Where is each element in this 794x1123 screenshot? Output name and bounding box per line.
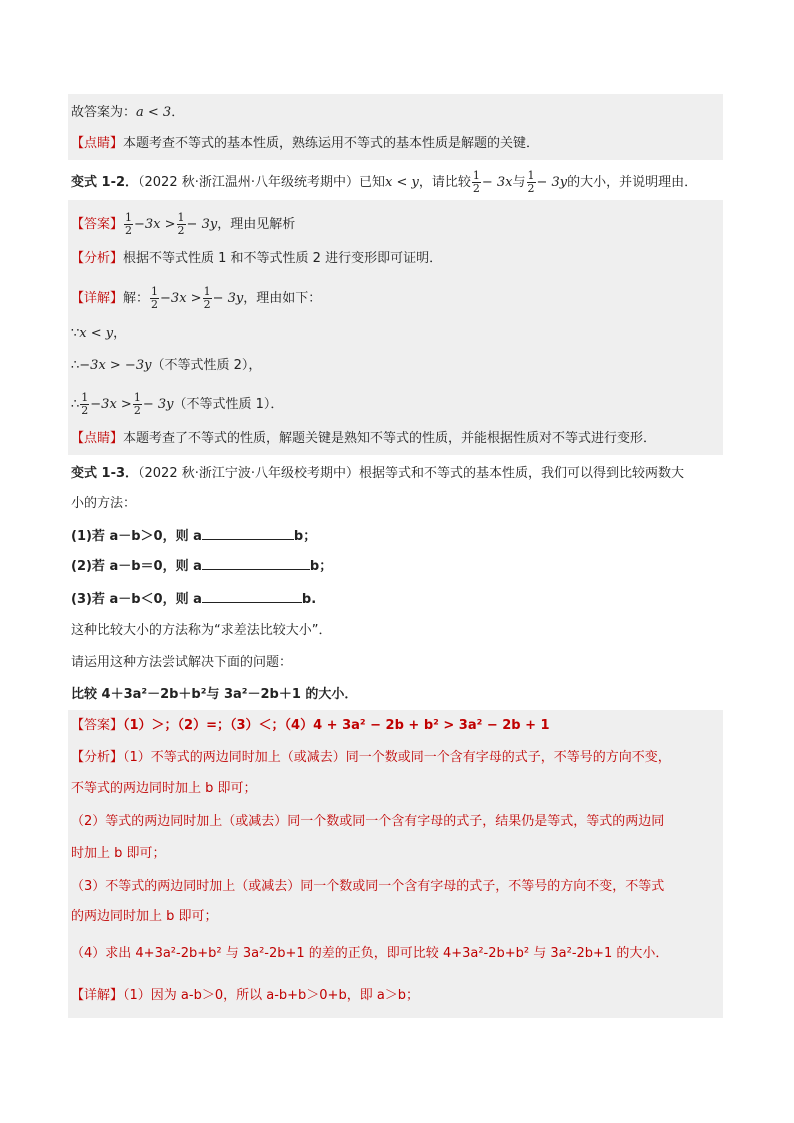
question-1-3: 变式 1-3．（2022 秋·浙江宁波·八年级校考期中）根据等式和不等式的基本性质，我们可以得到比较两数大 xyxy=(71,466,684,481)
fraction-one-half: $\frac{1}{2}$ xyxy=(151,285,159,311)
therefore-step-1: ∴−3x > −3y（不等式性质 2）， xyxy=(71,358,262,373)
fraction-one-half: $\frac{1}{2}$ xyxy=(203,285,211,311)
analysis-1-3: 【分析】（1）不等式的两边同时加上（或减去）同一个数或同一个含有字母的式子，不等号的方向不变， xyxy=(71,750,671,765)
answer-1-3: 【答案】（1）＞；（2）=；（3）＜；（4）4 + 3a² − 2b + b² > 3a² − 2b + 1 xyxy=(71,718,550,733)
item-1: (1)若 a－b＞0，则 a b； xyxy=(71,529,317,544)
fill-blank[interactable] xyxy=(202,590,302,603)
fraction-one-half: $\frac{1}{2}$ xyxy=(133,391,141,417)
fraction-one-half: $\frac{1}{2}$ xyxy=(472,169,480,195)
fraction-one-half: $\frac{1}{2}$ xyxy=(527,169,535,195)
analysis-1-3-line: （3）不等式的两边同时加上（或减去）同一个数或同一个含有字母的式子，不等号的方向不变，不等式 xyxy=(71,879,665,894)
analysis-1-3-line: 的两边同时加上 b 即可； xyxy=(71,909,218,924)
fraction-one-half: $\frac{1}{2}$ xyxy=(177,211,185,237)
analysis-1-3-line: 不等式的两边同时加上 b 即可； xyxy=(71,781,257,796)
fraction-one-half: $\frac{1}{2}$ xyxy=(125,211,133,237)
dianjing-1-2: 【点睛】本题考查了不等式的性质，解题关键是熟知不等式的性质，并能根据性质对不等式进行变形． xyxy=(71,431,657,446)
therefore-step-2: ∴ $\frac{1}{2}$ −3x > $\frac{1}{2}$ − 3y（不等式性质 1）． xyxy=(71,391,284,417)
analysis-1-3-line: （2）等式的两边同时加上（或减去）同一个数或同一个含有字母的式子，结果仍是等式，等式的两边同 xyxy=(71,814,665,829)
fill-blank[interactable] xyxy=(202,527,294,540)
detail-1-3: 【详解】（1）因为 a-b＞0，所以 a-b+b＞0+b，即 a＞b； xyxy=(71,988,420,1003)
dianjing-comment: 【点睛】本题考查不等式的基本性质，熟练运用不等式的基本性质是解题的关键． xyxy=(71,136,540,151)
item-3: (3)若 a－b＜0，则 a b. xyxy=(71,592,317,607)
method-prompt: 请运用这种方法尝试解决下面的问题： xyxy=(71,655,293,670)
answer-conclusion: 故答案为：a < 3． xyxy=(71,105,185,120)
fill-blank[interactable] xyxy=(202,557,310,570)
analysis-1-3-line: （4）求出 4+3a²-2b+b² 与 3a²-2b+1 的差的正负，即可比较 4+3a²-2b+b² 与 3a²-2b+1 的大小． xyxy=(71,946,669,961)
question-1-2: 变式 1-2．（2022 秋·浙江温州·八年级统考期中）已知x < y，请比较 $\frac{1}{2}$ − 3x与 $\frac{1}{2}$ − 3y的大小，并说明理由． xyxy=(71,169,698,195)
analysis-1-3-line: 时加上 b 即可； xyxy=(71,846,166,861)
detail-1-2: 【详解】解： $\frac{1}{2}$ −3x > $\frac{1}{2}$ − 3y，理由如下： xyxy=(71,285,322,311)
answer-1-2: 【答案】 $\frac{1}{2}$ −3x > $\frac{1}{2}$ − 3y，理由见解析 xyxy=(71,211,296,237)
compare-task: 比较 4＋3a²－2b＋b²与 3a²－2b＋1 的大小． xyxy=(71,687,358,702)
analysis-1-2: 【分析】根据不等式性质 1 和不等式性质 2 进行变形即可证明． xyxy=(71,251,443,266)
fraction-one-half: $\frac{1}{2}$ xyxy=(81,391,89,417)
item-2: (2)若 a－b＝0，则 a b； xyxy=(71,559,333,574)
because-step: ∵x < y， xyxy=(71,326,127,341)
method-name: 这种比较大小的方法称为“求差法比较大小”． xyxy=(71,623,332,638)
question-1-3-cont: 小的方法： xyxy=(71,496,137,511)
